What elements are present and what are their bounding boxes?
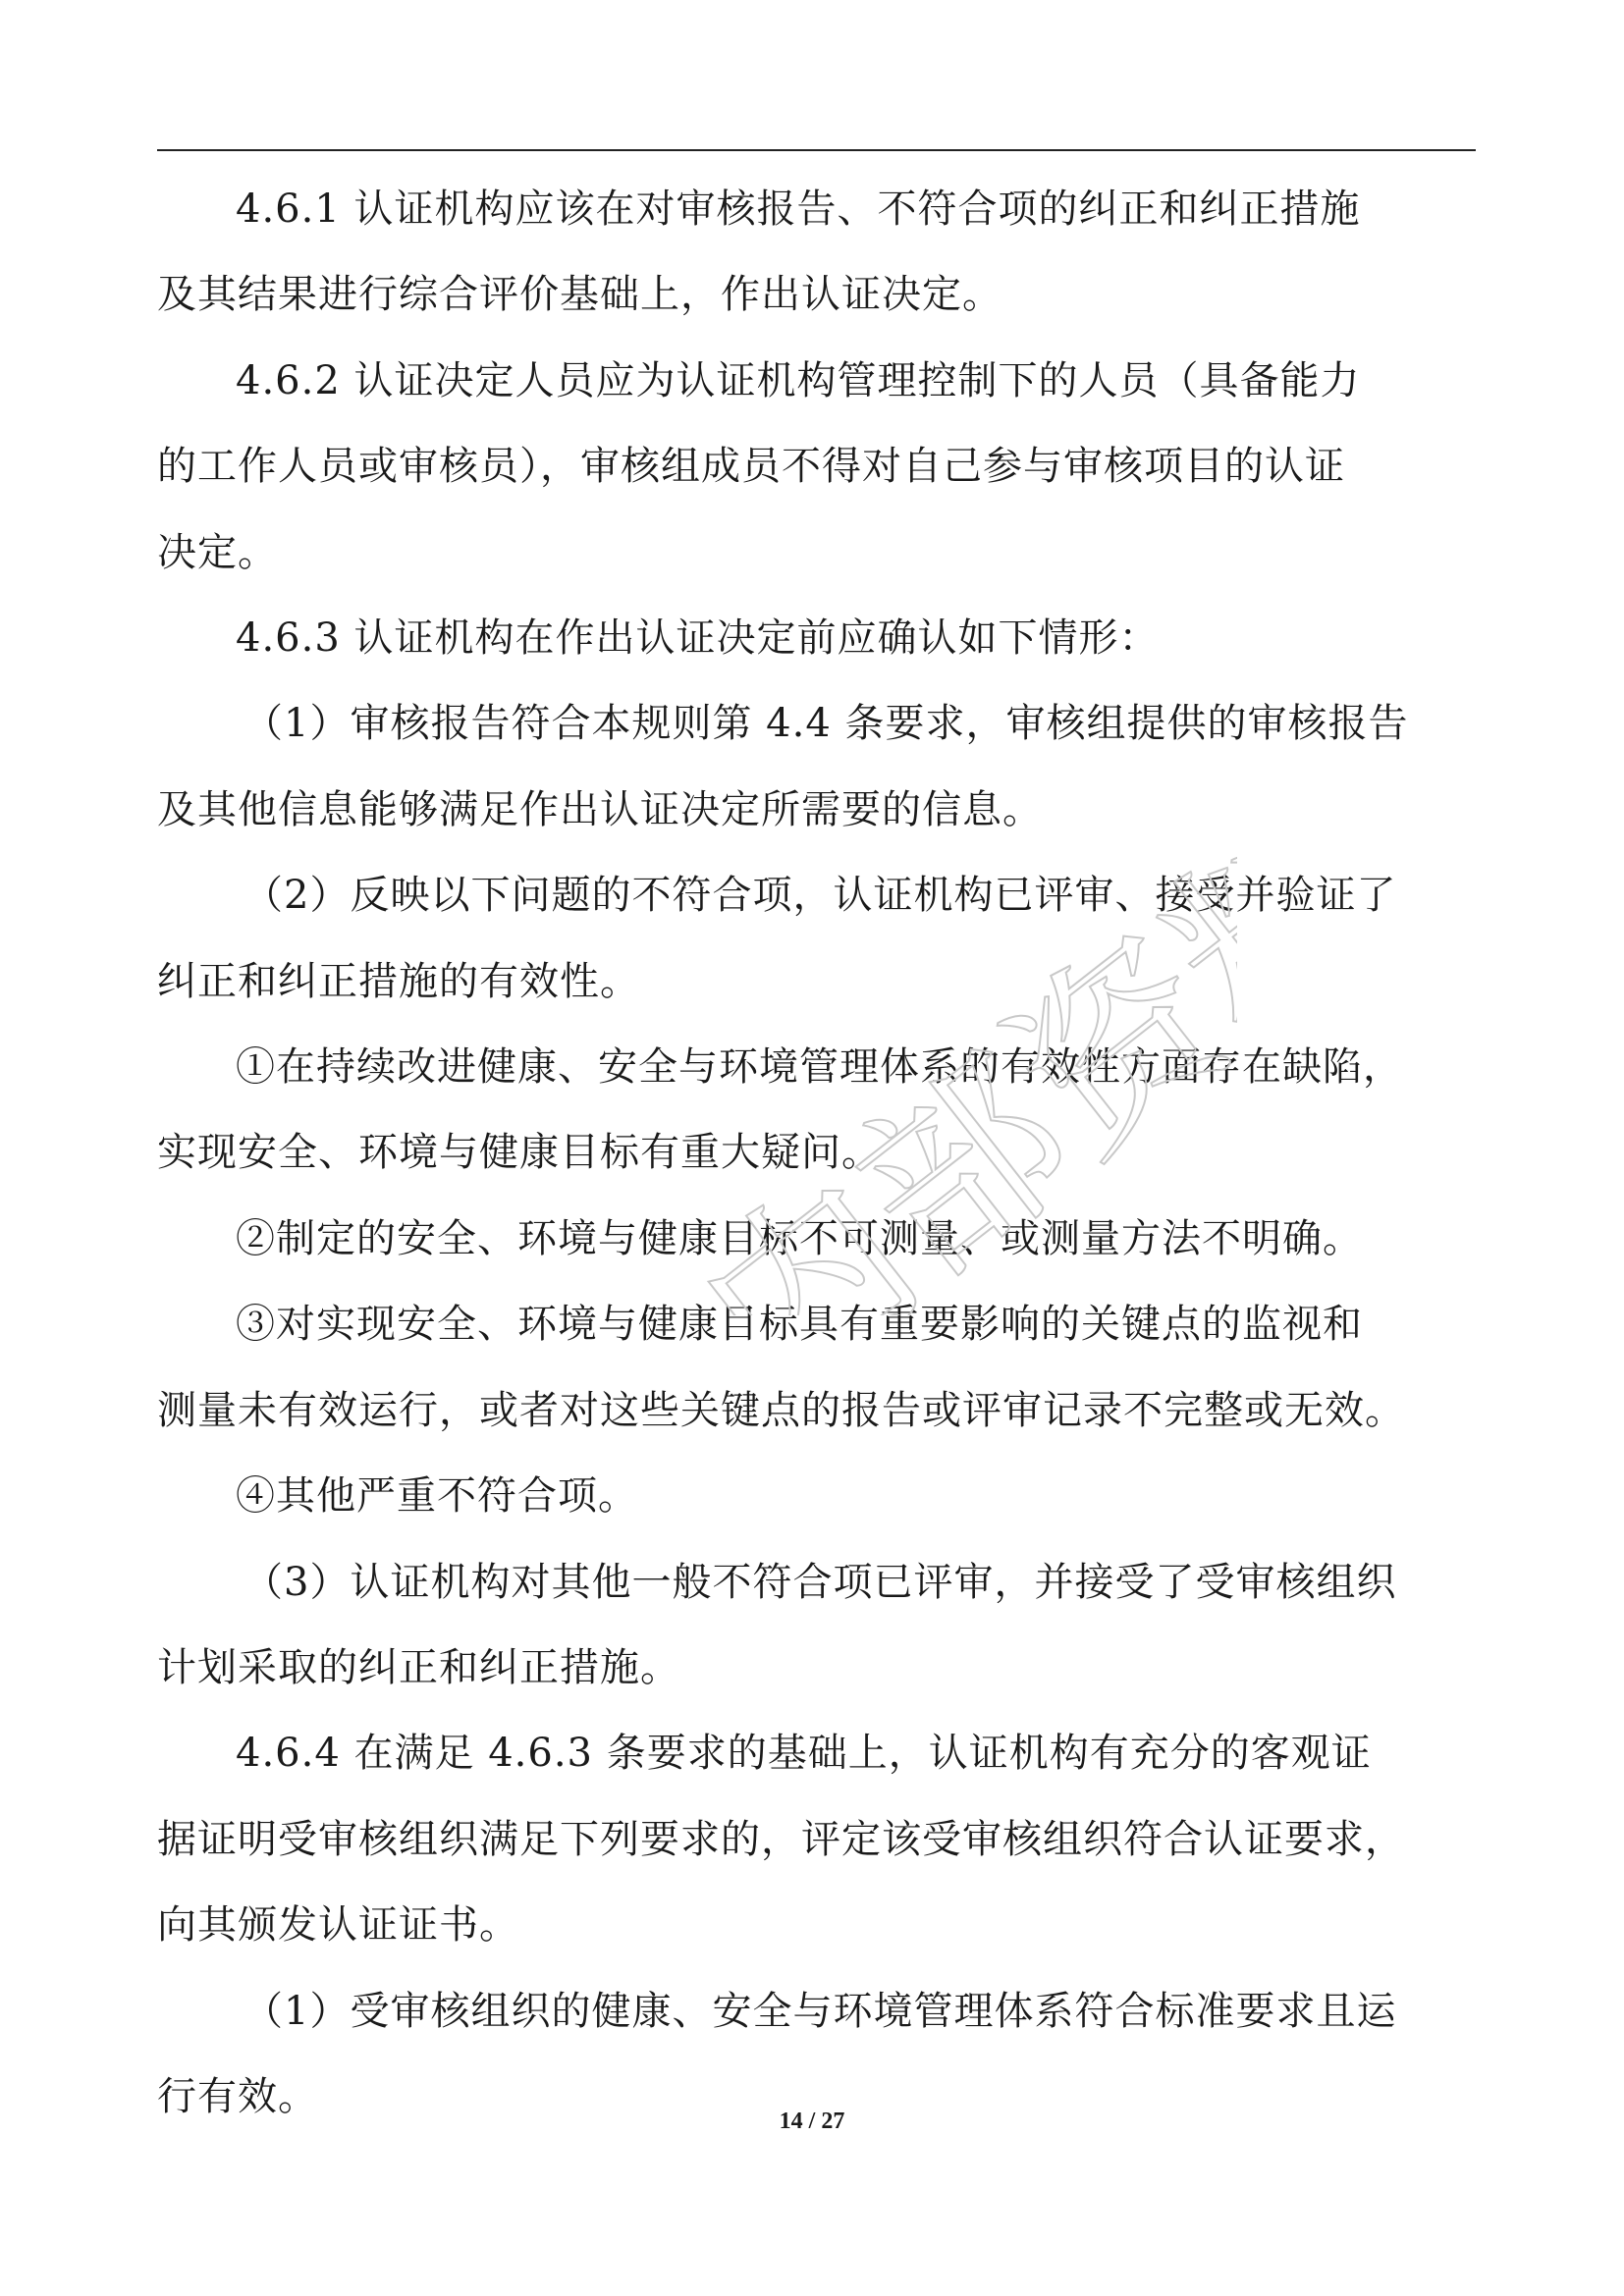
header-rule: [157, 149, 1476, 151]
paragraph-circled-2: [157, 1197, 1478, 1282]
paragraph-4-6-3-item-1: [157, 681, 1478, 853]
text-line: 决定。: [157, 529, 278, 575]
text-line: ①在持续改进健康、安全与环境管理体系的有效性方面存在缺陷，: [236, 1044, 1403, 1091]
paragraph-4-6-1: [157, 167, 1478, 339]
text-line: 的工作人员或审核员），审核组成员不得对自己参与审核项目的认证: [157, 444, 1345, 490]
text-line: 纠正和纠正措施的有效性。: [157, 958, 640, 1004]
watermark-text: 内部资料: [662, 805, 1237, 1315]
text-line: 4.6.2 认证决定人员应为认证机构管理控制下的人员（具备能力: [236, 357, 1361, 403]
text-line: 计划采取的纠正和纠正措施。: [157, 1644, 680, 1690]
text-line: 及其他信息能够满足作出认证决定所需要的信息。: [157, 786, 1043, 832]
text-line: （1）受审核组织的健康、安全与环境管理体系符合标准要求且运: [244, 1988, 1397, 2034]
paragraph-circled-3: [157, 1282, 1478, 1454]
paragraph-4-6-3: [157, 596, 1478, 681]
text-line: （3）认证机构对其他一般不符合项已评审，并接受了受审核组织: [244, 1559, 1397, 1605]
paragraph-circled-1: [157, 1025, 1478, 1197]
text-line: 4.6.4 在满足 4.6.3 条要求的基础上，认证机构有充分的客观证: [236, 1731, 1372, 1777]
text-line: 行有效。: [157, 2073, 318, 2119]
text-line: 4.6.1 认证机构应该在对审核报告、不符合项的纠正和纠正措施: [236, 187, 1361, 232]
text-line: ③对实现安全、环境与健康目标具有重要影响的关键点的监视和: [236, 1302, 1363, 1348]
text-line: ④其他严重不符合项。: [236, 1473, 638, 1520]
page-number: 14 / 27: [779, 2109, 845, 2134]
text-line: 向其颁发认证证书。: [157, 1902, 519, 1949]
text-line: （2）反映以下问题的不符合项，认证机构已评审、接受并验证了: [244, 873, 1397, 919]
text-line: 实现安全、环境与健康目标有重大疑问。: [157, 1130, 882, 1176]
text-line: 及其结果进行综合评价基础上，作出认证决定。: [157, 272, 1002, 318]
body-text: [157, 167, 1478, 2140]
paragraph-4-6-4: [157, 1711, 1478, 1968]
text-line: ②制定的安全、环境与健康目标不可测量、或测量方法不明确。: [236, 1215, 1363, 1261]
paragraph-4-6-2: [157, 339, 1478, 596]
text-line: 据证明受审核组织满足下列要求的，评定该受审核组织符合认证要求，: [157, 1816, 1405, 1862]
text-line: （1）审核报告符合本规则第 4.4 条要求，审核组提供的审核报告: [244, 701, 1409, 747]
text-line: 测量未有效运行，或者对这些关键点的报告或评审记录不完整或无效。: [157, 1387, 1405, 1433]
text-line: 4.6.3 认证机构在作出认证决定前应确认如下情形：: [236, 615, 1160, 662]
paragraph-circled-4: [157, 1454, 1478, 1539]
paragraph-4-6-3-item-3: [157, 1540, 1478, 1712]
paragraph-4-6-3-item-2: [157, 853, 1478, 1025]
